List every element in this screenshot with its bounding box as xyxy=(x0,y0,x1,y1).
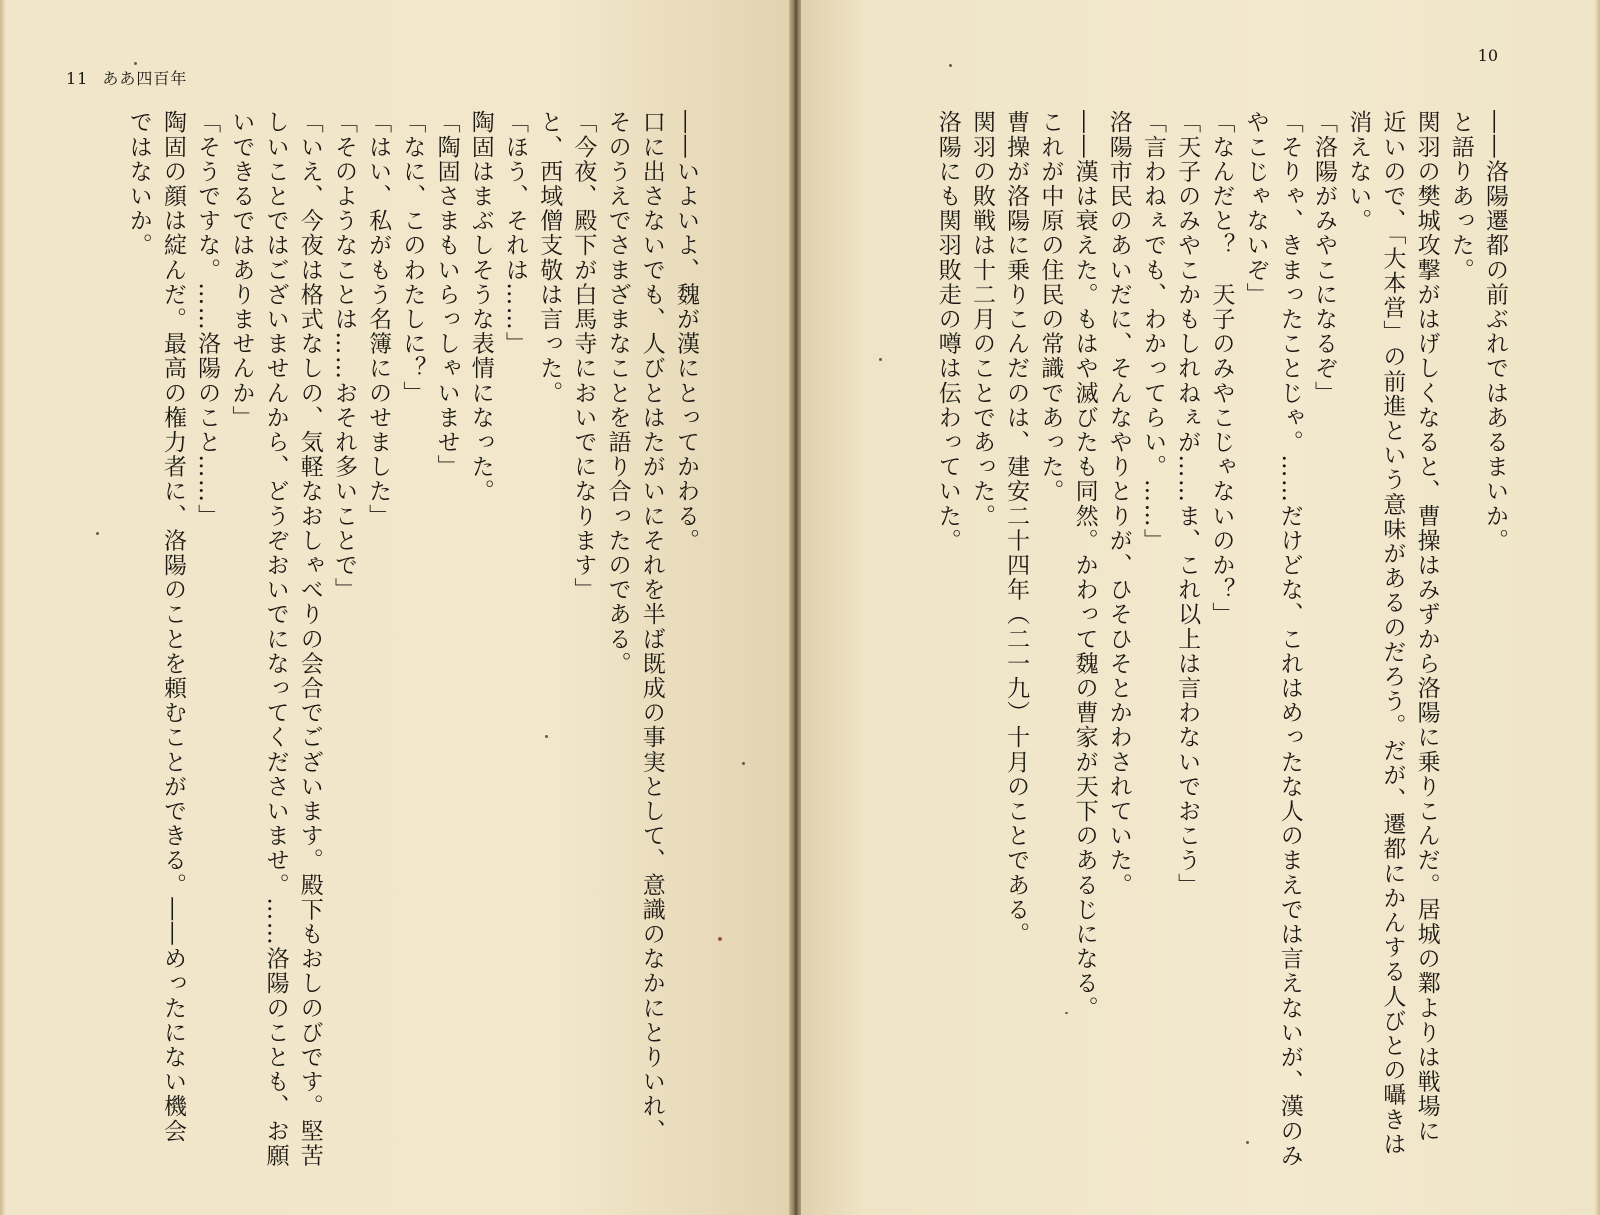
right-page xyxy=(801,0,1600,1215)
text-line: 口に出さないでも、人びとはたがいにそれを半ば既成の事実として、意識のなかにとりいれ、 xyxy=(638,110,665,1144)
text-line: いできるではありませんか」 xyxy=(228,110,255,430)
running-title: ああ四百年 xyxy=(102,69,188,88)
right-page-number: 10 xyxy=(1477,46,1498,65)
text-line: 曹操が洛陽に乗りこんだのは、建安二十四年（二一九）十月のことである。 xyxy=(1003,110,1030,947)
ink-speck xyxy=(1246,1141,1249,1144)
text-line: 陶固はまぶしそうな表情になった。 xyxy=(467,110,494,504)
text-line: 「陶固さまもいらっしゃいませ」 xyxy=(433,110,460,479)
text-line: ――漢は衰えた。もはや滅びたも同然。かわって魏の曹家が天下のあるじになる。 xyxy=(1071,110,1098,1021)
text-line: 「なんだと？ 天子のみやこじゃないのか？」 xyxy=(1208,110,1235,627)
text-line: 近いので、「大本営」の前進という意味があるのだろう。だが、遷都にかんする人びとの囁きは xyxy=(1379,110,1406,1157)
text-line: ではないか。 xyxy=(125,110,152,258)
ink-speck xyxy=(96,532,99,535)
ink-speck xyxy=(949,64,952,67)
text-line: と、西域僧支敬は言った。 xyxy=(536,110,563,406)
ink-speck xyxy=(742,762,745,765)
text-line: 「ほう、それは……」 xyxy=(501,110,528,356)
left-page-text xyxy=(122,110,703,1180)
text-line: 洛陽にも関羽敗走の噂は伝わっていた。 xyxy=(934,110,961,553)
text-line: 「なに、このわたしに？」 xyxy=(399,110,426,406)
text-line: 関羽の樊城攻撃がはげしくなると、曹操はみずから洛陽に乗りこんだ。居城の鄴よりは戦場に xyxy=(1413,110,1440,1144)
text-line: 「そりゃ、きまったことじゃ。……だけどな、これはめったな人のまえでは言えないが、漢のみ xyxy=(1276,110,1303,1168)
text-line: しいことではございませんから、どうぞおいでになってくださいませ。……洛陽のことも、お願 xyxy=(262,110,289,1168)
text-line: これが中原の住民の常識であった。 xyxy=(1037,110,1064,504)
page-edge xyxy=(1594,0,1600,1215)
ink-speck xyxy=(1065,1012,1068,1014)
text-line: 「そうですな。……洛陽のこと……」 xyxy=(194,110,221,529)
text-line: 陶固の顔は綻んだ。最高の権力者に、洛陽のことを頼むことができる。――めったにない機会 xyxy=(159,110,186,1144)
text-line: ――洛陽遷都の前ぶれではあるまいか。 xyxy=(1482,110,1508,553)
left-page xyxy=(0,0,793,1215)
text-line: そのうえでさまざまなことを語り合ったのである。 xyxy=(604,110,631,676)
text-line: 「洛陽がみやこになるぞ」 xyxy=(1310,110,1337,406)
ink-speck xyxy=(718,937,722,941)
text-line: 消えない。 xyxy=(1345,110,1372,233)
text-line: 「言わねぇでも、わかってらい。……」 xyxy=(1139,110,1166,553)
text-line: ――いよいよ、魏が漢にとってかわる。 xyxy=(673,110,699,553)
ink-speck xyxy=(134,62,137,65)
text-line: 「はい、私がもう名簿にのせました」 xyxy=(365,110,392,529)
text-line: 「そのようなことは……おそれ多いことで」 xyxy=(330,110,357,602)
text-line: 「天子のみやこかもしれねぇが……ま、これ以上は言わないでおこう」 xyxy=(1174,110,1201,898)
right-page-text xyxy=(931,110,1512,1180)
left-page-number: 11 xyxy=(66,69,89,88)
text-line: と語りあった。 xyxy=(1447,110,1474,283)
text-line: 「今夜、殿下が白馬寺においでになります」 xyxy=(570,110,597,602)
running-head xyxy=(66,66,187,89)
text-line: やこじゃないぞ」 xyxy=(1242,110,1269,307)
text-line: 「いえ、今夜は格式なしの、気軽なおしゃべりの会合でございます。殿下もおしのびです。堅苦 xyxy=(296,110,323,1168)
text-line: 洛陽市民のあいだに、そんなやりとりが、ひそひそとかわされていた。 xyxy=(1105,110,1132,898)
ink-speck xyxy=(879,358,882,361)
text-line: 関羽の敗戦は十二月のことであった。 xyxy=(968,110,995,529)
ink-speck xyxy=(545,735,548,738)
page-edge xyxy=(0,0,6,1215)
